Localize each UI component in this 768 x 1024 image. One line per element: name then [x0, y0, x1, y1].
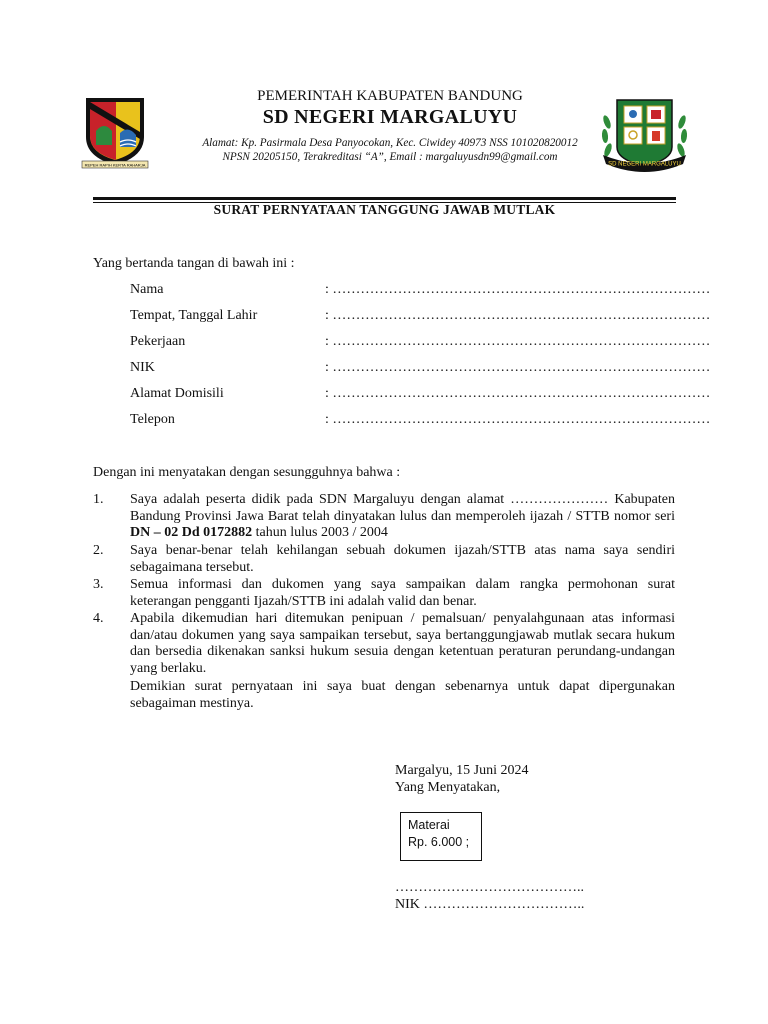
field-value-blank: : ………………………………………………………………………	[325, 282, 711, 297]
intro-text: Yang bertanda tangan di bawah ini :	[93, 256, 295, 271]
statement-text: Saya benar-benar telah kehilangan sebuah dokumen ijazah/STTB atas nama saya sendiri sebagaimana tersebut.	[130, 543, 675, 575]
signature-nik-line: NIK ……………………………..	[395, 897, 585, 912]
statement-text: Saya adalah peserta didik pada SDN Margaluyu dengan alamat ………………… Kabupaten Bandung Provinsi Jawa Barat telah dinyatakan lulus dan memperoleh ijazah / STTB nomor seri DN – 02 Dd 0172882 tahun lulus 2003 / 2004	[130, 492, 675, 540]
signature-name-line: …………………………………..	[395, 880, 584, 895]
school-address	[150, 136, 630, 164]
field-label: NIK	[130, 360, 155, 375]
address-line-2: NPSN 20205150, Terakreditasi “A”, Email : margaluyusdn99@gmail.com	[222, 151, 558, 163]
field-row-alamat-domisili	[130, 386, 711, 412]
field-row-pekerjaan	[130, 334, 711, 360]
statement-text: Apabila dikemudian hari ditemukan penipuan / pemalsuan/ penyalahgunaan atas informasi dan/atau dokumen yang saya sampaikan tersebut, saya bertanggungjawab mutlak secara hukum dan bersedia dikenakan sanksi hukum sesuia dengan ketentuan peraturan perundang-undangan yang berlaku.	[130, 611, 675, 676]
field-row-tempat-tanggal-lahir	[130, 308, 711, 334]
field-row-telepon	[130, 412, 711, 438]
field-value-blank: : ………………………………………………………………………	[325, 308, 711, 323]
right-emblem-ribbon: SD NEGERI MARGALUYU	[608, 161, 681, 168]
statement-intro: Dengan ini menyatakan dengan sesungguhnya bahwa :	[93, 465, 401, 480]
field-label: Alamat Domisili	[130, 386, 224, 401]
statement-number: 1.	[93, 492, 104, 507]
left-emblem-ribbon: REPEH RAPIH KERTA RAHARJA	[84, 162, 146, 168]
materai-amount: Rp. 6.000 ;	[408, 835, 470, 849]
header-divider-thick	[93, 197, 676, 200]
field-value-blank: : ………………………………………………………………………	[325, 334, 711, 349]
statement-item-3	[93, 577, 675, 611]
field-value-blank: : ………………………………………………………………………	[325, 386, 711, 401]
certificate-number: DN – 02 Dd 0172882	[130, 525, 253, 540]
closing-paragraph: Demikian surat pernyataan ini saya buat dengan sebenarnya untuk dapat dipergunakan sebagaiman mestinya.	[130, 679, 675, 711]
kabupaten-bandung-emblem-icon	[80, 95, 150, 170]
statement-text: Semua informasi dan dukomen yang saya sampaikan dalam rangka permohonan surat keterangan pengganti Ijazah/STTB ini adalah valid dan benar.	[130, 577, 675, 609]
statement-number: 2.	[93, 543, 104, 558]
field-label: Tempat, Tanggal Lahir	[130, 308, 258, 323]
field-row-nama	[130, 282, 711, 308]
letter-title: SURAT PERNYATAAN TANGGUNG JAWAB MUTLAK	[213, 202, 556, 217]
field-value-blank: : ………………………………………………………………………	[325, 412, 711, 427]
government-name: PEMERINTAH KABUPATEN BANDUNG	[257, 88, 523, 104]
school-name: SD NEGERI MARGALUYU	[262, 106, 518, 128]
statement-item-4	[93, 611, 675, 679]
statement-item-1	[93, 492, 675, 542]
address-line-1: Alamat: Kp. Pasirmala Desa Panyocokan, Kec. Ciwidey 40973 NSS 101020820012	[202, 137, 578, 149]
field-label: Telepon	[130, 412, 175, 427]
field-row-nik	[130, 360, 711, 386]
statement-item-2	[93, 543, 675, 577]
field-value-blank: : ………………………………………………………………………	[325, 360, 711, 375]
statement-number: 3.	[93, 577, 104, 592]
materai-stamp-box	[400, 812, 482, 861]
signer-label: Yang Menyatakan,	[395, 780, 501, 795]
place-date: Margalyu, 15 Juni 2024	[395, 763, 529, 778]
statement-number: 4.	[93, 611, 104, 626]
field-label: Nama	[130, 282, 164, 297]
materai-label: Materai	[408, 818, 450, 832]
field-label: Pekerjaan	[130, 334, 186, 349]
